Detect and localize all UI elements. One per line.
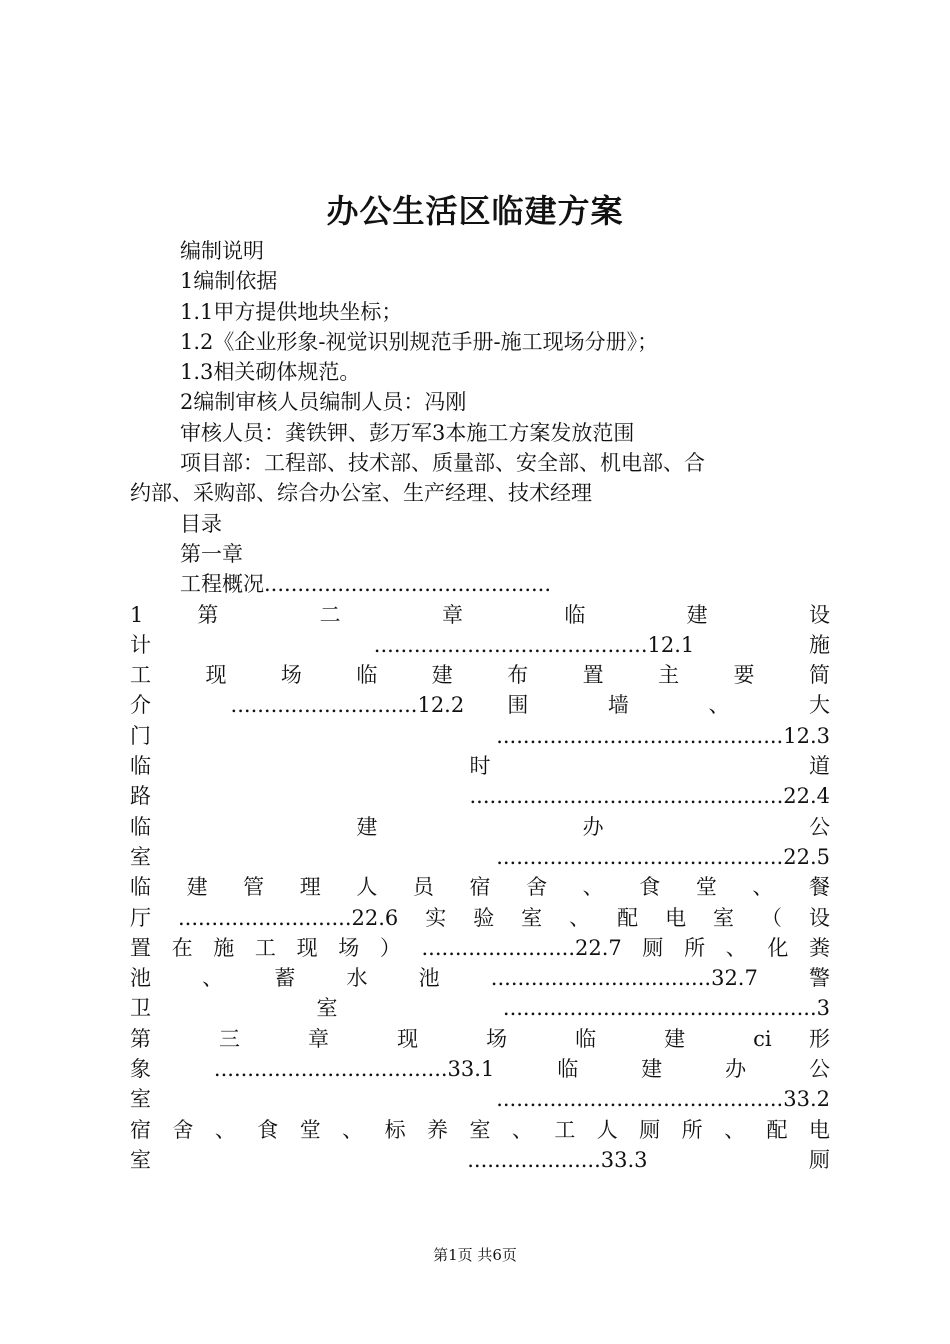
paragraph-line: 1.3相关砌体规范。 [180,360,361,385]
document-title: 办公生活区临建方案 [326,192,624,230]
toc-line: 第一章 [180,541,243,566]
toc-line: 临 时 道 [130,754,830,779]
toc-line: 室 ....................33.3 厕 [130,1147,830,1172]
toc-line: 1 第 二 章 临 建 设 [130,602,830,627]
paragraph-line: 约部、采购部、综合办公室、生产经理、技术经理 [130,481,592,506]
toc-line: 置在施工现场）.......................22.7厕所、化粪 [130,935,830,960]
toc-heading: 目录 [180,511,222,536]
toc-line: 门 ...........................................12.3 [130,723,830,748]
toc-line: 室 ...........................................22.5 [130,844,830,869]
toc-line: 池、蓄水池.................................32.7警 [130,966,830,991]
toc-line: 第 三 章 现 场 临 建 ci 形 [130,1026,830,1051]
toc-line: 工程概况........................................... [180,572,552,597]
page-footer: 第1页 共6页 [433,1246,517,1264]
paragraph-line: 2编制审核人员编制人员：冯刚 [180,390,467,415]
paragraph-line: 项目部：工程部、技术部、质量部、安全部、机电部、合 [180,451,705,476]
toc-line: 路...............................................22.4 [130,784,830,809]
toc-line: 室 ...........................................33.2 [130,1087,830,1112]
toc-line: 工 现 场 临 建 布 置 主 要 简 [130,663,830,688]
toc-line: 临 建 管 理 人 员 宿 舍 、 食 堂 、 餐 [130,875,830,900]
toc-line: 象...................................33.1临建办公 [130,1057,830,1082]
section-heading: 1编制依据 [180,269,278,294]
paragraph-line: 1.2《企业形象-视觉识别规范手册-施工现场分册》； [180,329,659,354]
toc-line: 临 建 办 公 [130,814,830,839]
paragraph-line: 1.1甲方提供地块坐标； [180,299,403,324]
toc-line: 介 ............................12.2 围 墙 、 大 [130,693,830,718]
toc-line: 卫室...............................................3 [130,996,830,1021]
section-heading: 编制说明 [180,239,264,263]
toc-line: 厅..........................22.6实验室、配电室（设 [130,905,830,930]
toc-line: 宿 舍 、 食 堂 、 标 养 室 、 工 人 厕 所 、 配 电 [130,1117,830,1142]
paragraph-line: 审核人员：龚铁钾、彭万军3本施工方案发放范围 [180,420,635,445]
toc-line: 计 .........................................12.1 施 [130,632,830,657]
document-body [130,236,830,1175]
